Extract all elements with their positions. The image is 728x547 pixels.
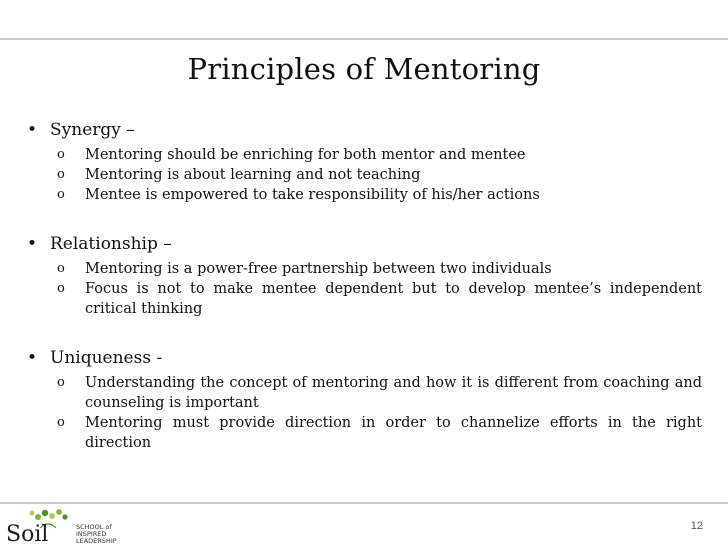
list-item: o Mentoring is about learning and not teaching <box>57 167 421 183</box>
sub-bullet-marker: o <box>57 167 65 182</box>
soil-logo <box>2 508 132 546</box>
slide-body <box>27 118 702 453</box>
slide-title: Principles of Mentoring <box>187 52 541 86</box>
list-item: o Mentee is empowered to take responsibility of his/her actions <box>57 187 540 203</box>
sub-bullet-marker: o <box>57 261 65 276</box>
sub-bullet-marker: o <box>57 147 65 162</box>
bullet-dot: • <box>27 120 38 140</box>
page-number: 12 <box>690 520 703 532</box>
section-heading: Relationship – <box>50 234 172 254</box>
section-heading: Synergy – <box>50 120 135 140</box>
logo-wordmark: Soil <box>6 522 49 547</box>
list-item: o Focus is not to make mentee dependent but to develop mentee’s independent critical thinking <box>57 281 702 317</box>
bottom-divider <box>0 502 728 504</box>
top-divider <box>0 38 728 40</box>
section-heading: Uniqueness - <box>50 348 163 368</box>
bullet-dot: • <box>27 234 38 254</box>
sub-bullet-marker: o <box>57 415 65 430</box>
list-item: o Mentoring is a power-free partnership between two individuals <box>57 261 552 277</box>
sub-bullet-marker: o <box>57 281 65 296</box>
section-relationship <box>27 232 702 319</box>
list-item: o Mentoring should be enriching for both mentor and mentee <box>57 147 526 163</box>
sub-bullet-marker: o <box>57 187 65 202</box>
logo-tagline: SCHOOL of INSPIRED LEADERSHIP <box>76 523 117 545</box>
list-item: o Understanding the concept of mentoring and how it is different from coaching and counseling is important <box>57 375 702 411</box>
section-uniqueness <box>27 346 702 453</box>
bullet-dot: • <box>27 348 38 368</box>
sub-bullet-marker: o <box>57 375 65 390</box>
section-synergy <box>27 118 702 205</box>
list-item: o Mentoring must provide direction in order to channelize efforts in the right direction <box>57 415 702 451</box>
